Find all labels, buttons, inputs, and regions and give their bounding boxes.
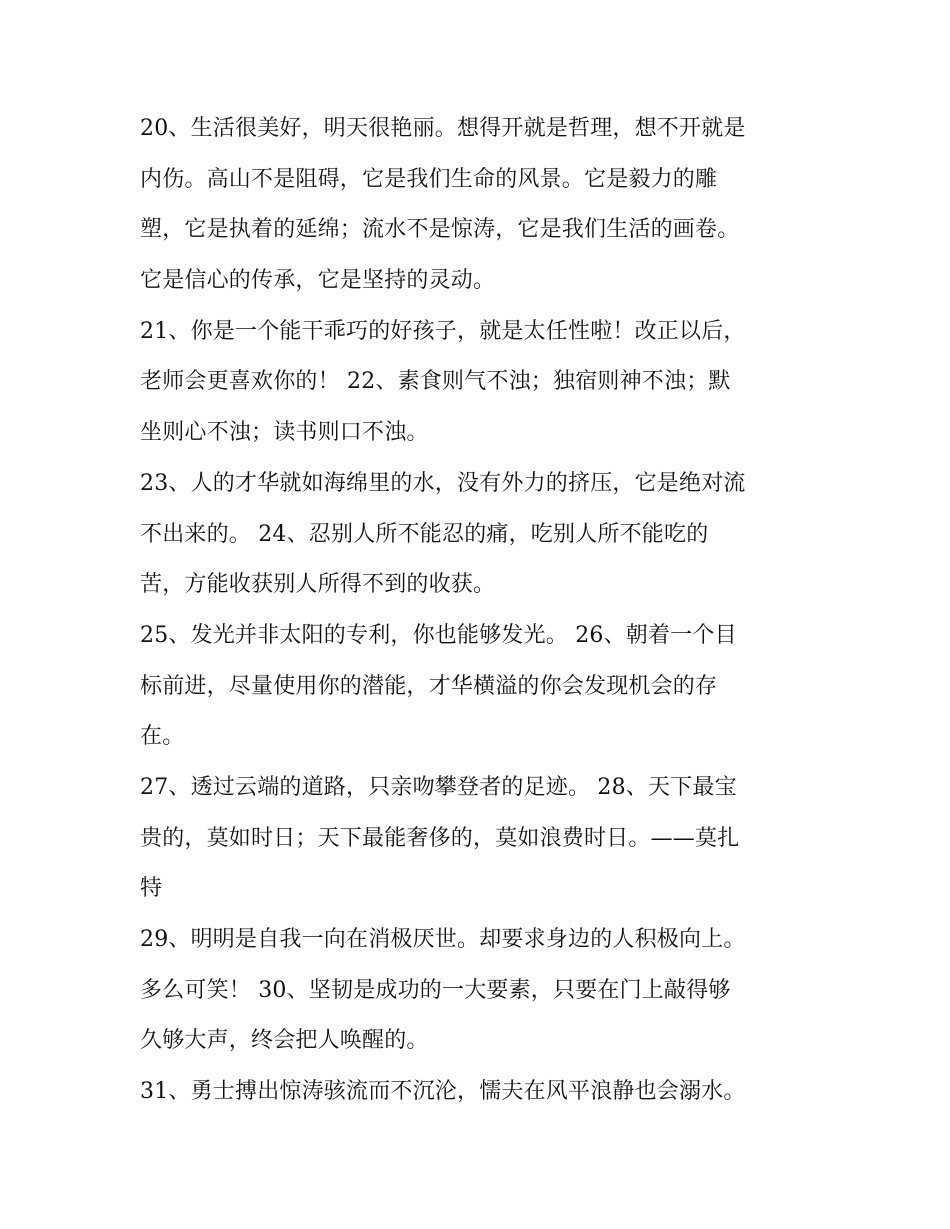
text-line-18: 多么可笑！ 30、坚韧是成功的一大要素，只要在门上敲得够 (140, 977, 731, 1003)
text-line-14: 27、透过云端的道路，只亲吻攀登者的足迹。 28、天下最宝 (140, 774, 737, 800)
text-line-8: 23、人的才华就如海绵里的水，没有外力的挤压，它是绝对流 (140, 470, 746, 496)
text-line-15: 贵的，莫如时日；天下最能奢侈的，莫如浪费时日。——莫扎 (140, 825, 740, 851)
text-line-12: 标前进，尽量使用你的潜能，才华横溢的你会发现机会的存 (140, 673, 718, 699)
text-line-6: 老师会更喜欢你的！ 22、素食则气不浊；独宿则神不浊；默 (140, 369, 731, 395)
text-line-19: 久够大声，终会把人唤醒的。 (140, 1028, 429, 1054)
text-line-20: 31、勇士搏出惊涛骇流而不沉沦，懦夫在风平浪静也会溺水。 (140, 1079, 746, 1105)
text-line-2: 内伤。高山不是阻碍，它是我们生命的风景。它是毅力的雕 (140, 166, 718, 192)
document-page (140, 104, 815, 1118)
text-line-11: 25、发光并非太阳的专利，你也能够发光。 26、朝着一个目 (140, 622, 737, 648)
text-line-1: 20、生活很美好，明天很艳丽。想得开就是哲理，想不开就是 (140, 116, 746, 141)
text-line-17: 29、明明是自我一向在消极厌世。却要求身边的人积极向上。 (140, 927, 746, 952)
text-line-16: 特 (140, 876, 163, 902)
text-line-5: 21、你是一个能干乖巧的好孩子，就是太任性啦！改正以后， (140, 318, 746, 344)
text-line-7: 坐则心不浊；读书则口不浊。 (140, 420, 429, 446)
text-line-4: 它是信心的传承，它是坚持的灵动。 (140, 268, 496, 294)
text-line-13: 在。 (140, 724, 185, 750)
text-line-3: 塑，它是执着的延绵；流水不是惊涛，它是我们生活的画卷。 (140, 217, 740, 243)
text-line-9: 不出来的。 24、忍别人所不能忍的痛，吃别人所不能吃的 (140, 521, 709, 547)
text-line-10: 苦，方能收获别人所得不到的收获。 (140, 572, 496, 598)
